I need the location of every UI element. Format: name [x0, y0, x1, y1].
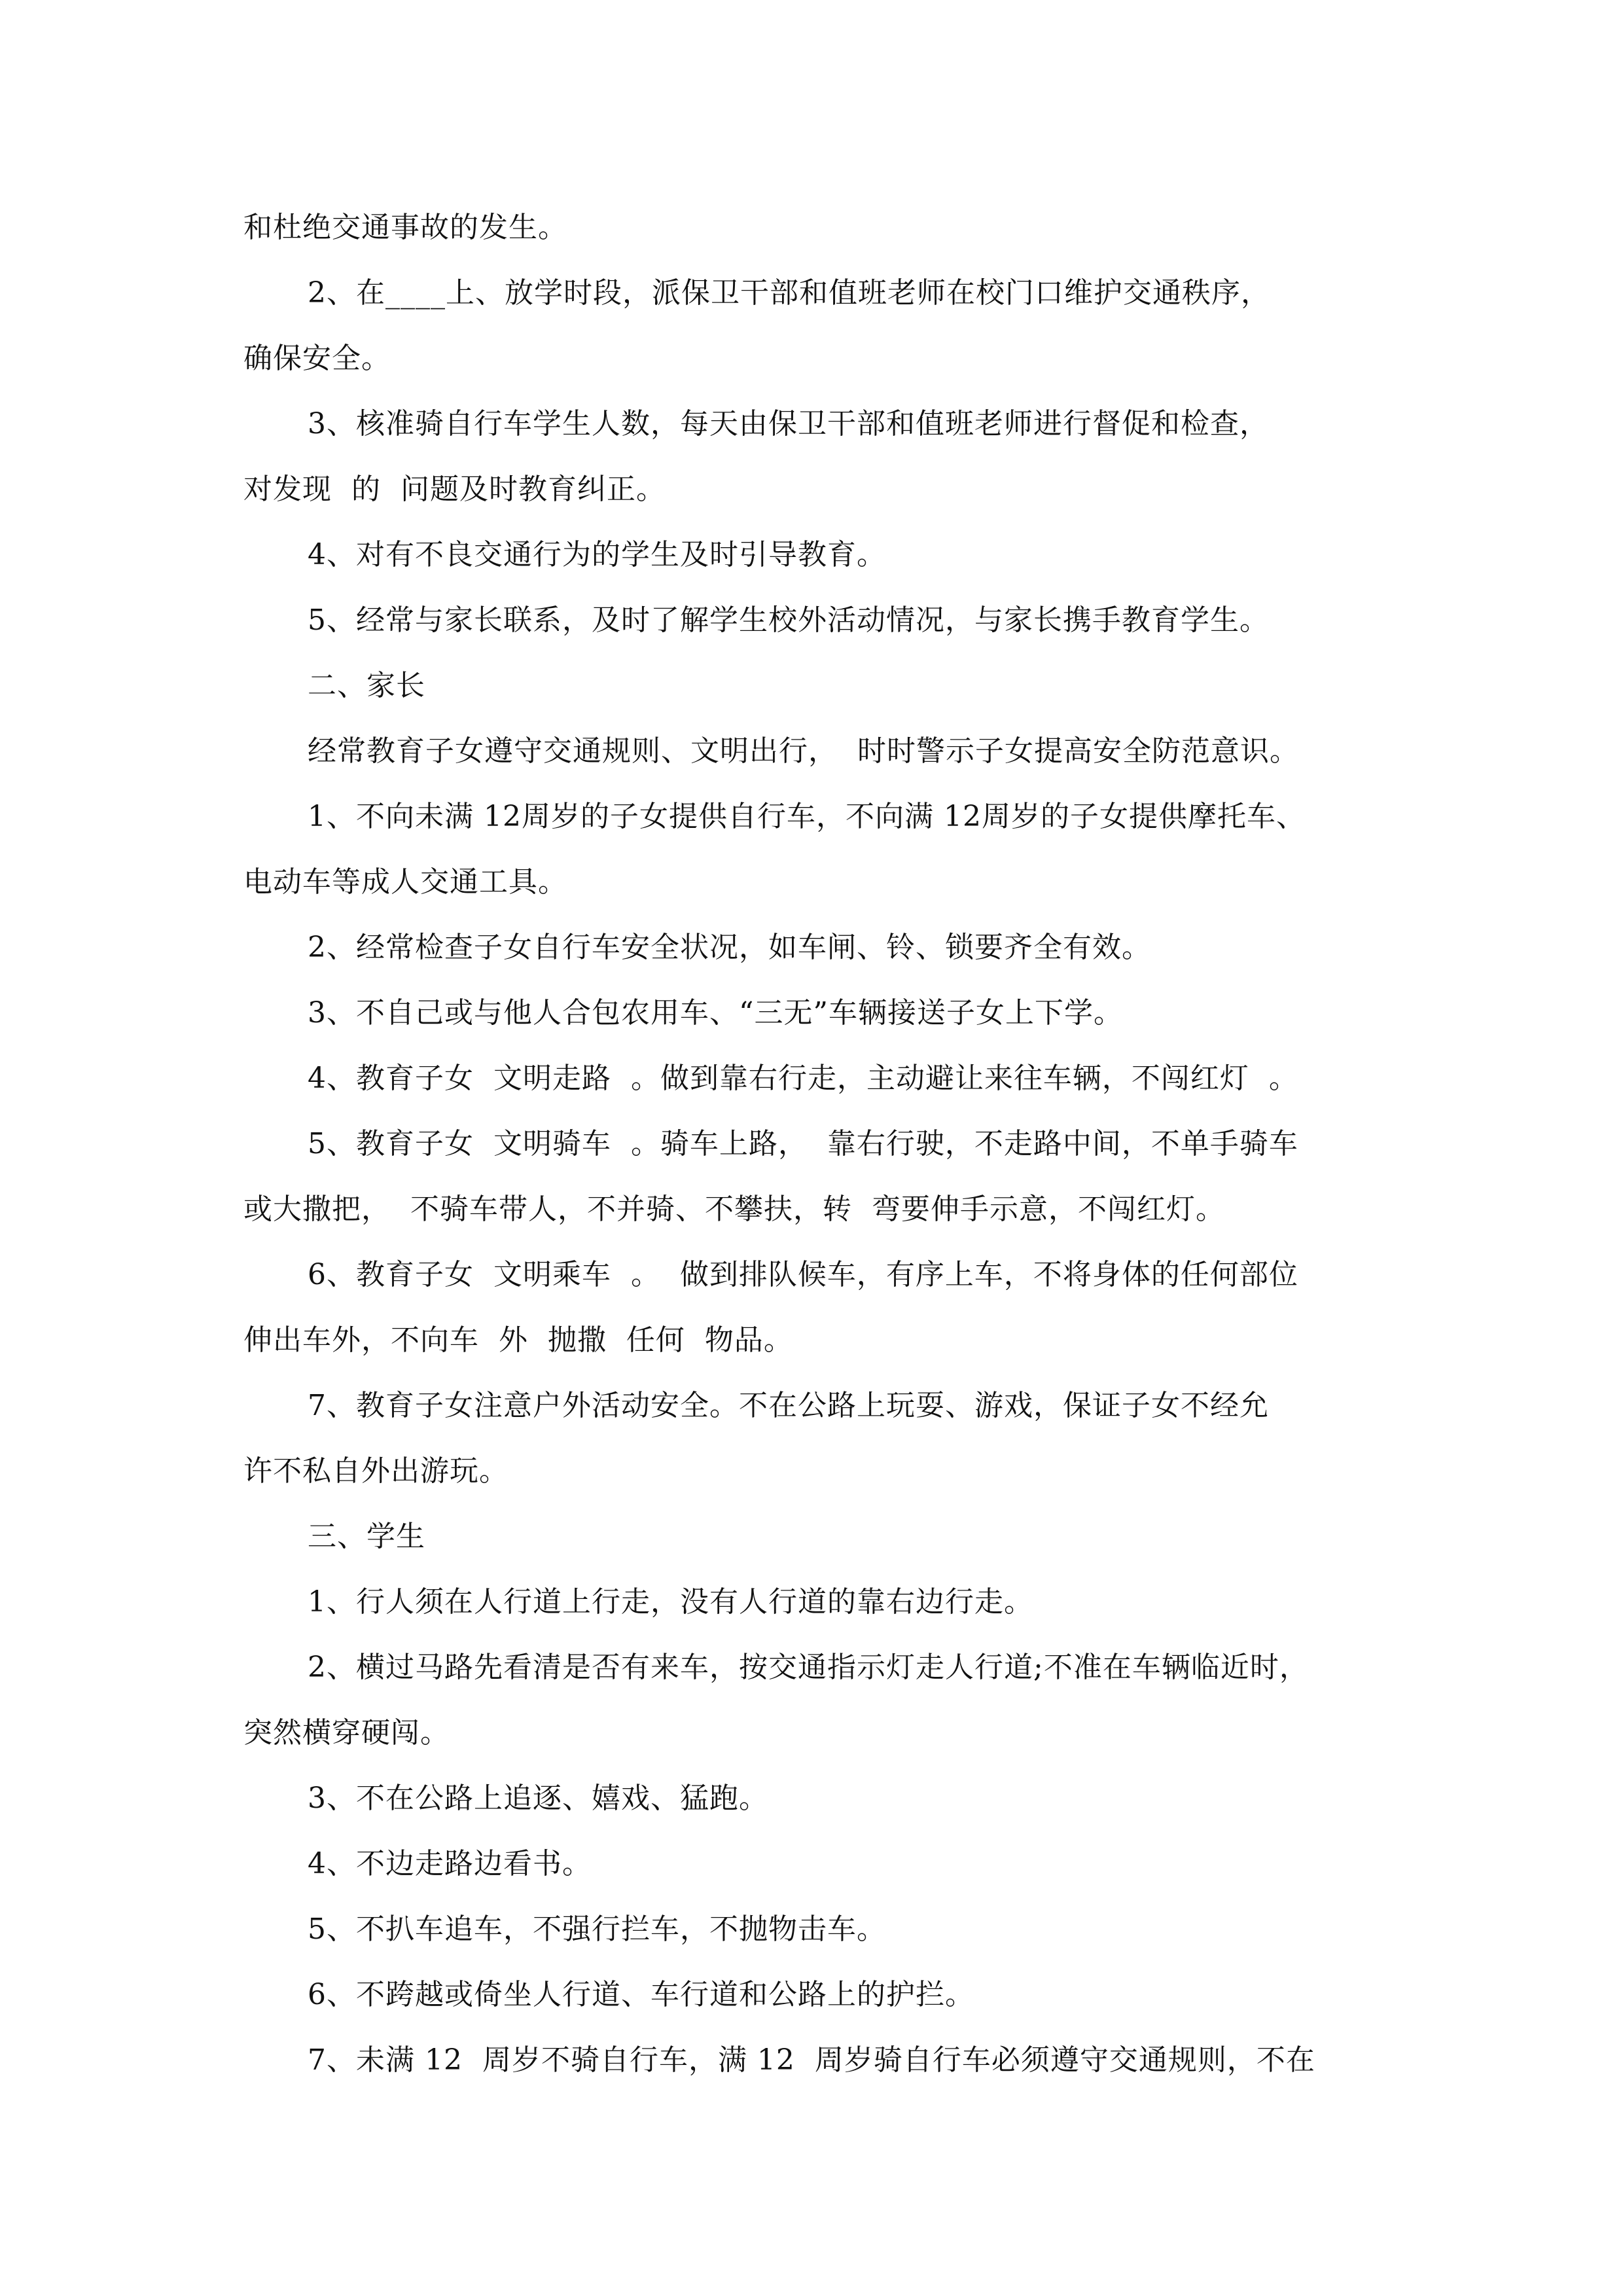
text-line: 伸出车外，不向车 外 抛撒 任何 物品。 [243, 1323, 793, 1357]
text-line: 2、横过马路先看清是否有来车，按交通指示灯走人行道;不准在车辆临近时， [308, 1651, 1309, 1684]
text-line: 6、教育子女 文明乘车 。 做到排队候车，有序上车，不将身体的任何部位 [308, 1258, 1298, 1291]
text-line: 5、经常与家长联系，及时了解学生校外活动情况，与家长携手教育学生。 [308, 603, 1269, 637]
section-heading: 二、家长 [308, 669, 425, 702]
text-line: 确保安全。 [243, 342, 391, 375]
text-line: 或大撒把， 不骑车带人，不并骑、不攀扶，转 弯要伸手示意，不闯红灯。 [243, 1193, 1225, 1226]
text-line: 6、不跨越或倚坐人行道、车行道和公路上的护拦。 [308, 1978, 974, 2011]
text-line: 1、行人须在人行道上行走，没有人行道的靠右边行走。 [308, 1585, 1033, 1619]
section-heading: 三、学生 [308, 1520, 425, 1553]
text-line: 许不私自外出游玩。 [243, 1454, 508, 1488]
text-line: 4、不边走路边看书。 [308, 1847, 592, 1880]
text-line: 3、不在公路上追逐、嬉戏、猛跑。 [308, 1782, 768, 1815]
text-line: 3、不自己或与他人合包农用车、“三无”车辆接送子女上下学。 [308, 996, 1123, 1030]
text-line: 突然横穿硬闯。 [243, 1716, 450, 1749]
text-line: 5、教育子女 文明骑车 。骑车上路， 靠右行驶，不走路中间，不单手骑车 [308, 1127, 1298, 1160]
text-line: 3、核准骑自行车学生人数，每天由保卫干部和值班老师进行督促和检查， [308, 407, 1269, 440]
text-line: 和杜绝交通事故的发生。 [243, 211, 567, 244]
text-line: 对发现 的 问题及时教育纠正。 [243, 473, 666, 506]
text-line: 4、对有不良交通行为的学生及时引导教育。 [308, 538, 886, 571]
text-line: 7、教育子女注意户外活动安全。不在公路上玩耍、游戏，保证子女不经允 [308, 1389, 1269, 1422]
text-line: 7、未满 12 周岁不骑自行车，满 12 周岁骑自行车必须遵守交通规则，不在 [308, 2043, 1315, 2077]
text-line: 5、不扒车追车，不强行拦车，不抛物击车。 [308, 1912, 886, 1946]
text-line: 1、不向未满 12周岁的子女提供自行车，不向满 12周岁的子女提供摩托车、 [308, 800, 1306, 833]
text-line: 2、经常检查子女自行车安全状况，如车闸、铃、锁要齐全有效。 [308, 931, 1151, 964]
text-line: 经常教育子女遵守交通规则、文明出行， 时时警示子女提高安全防范意识。 [308, 734, 1299, 768]
text-line: 4、教育子女 文明走路 。做到靠右行走，主动避让来往车辆，不闯红灯 。 [308, 1062, 1298, 1095]
text-line: 电动车等成人交通工具。 [243, 865, 567, 899]
text-line: 2、在____上、放学时段，派保卫干部和值班老师在校门口维护交通秩序， [308, 276, 1270, 310]
